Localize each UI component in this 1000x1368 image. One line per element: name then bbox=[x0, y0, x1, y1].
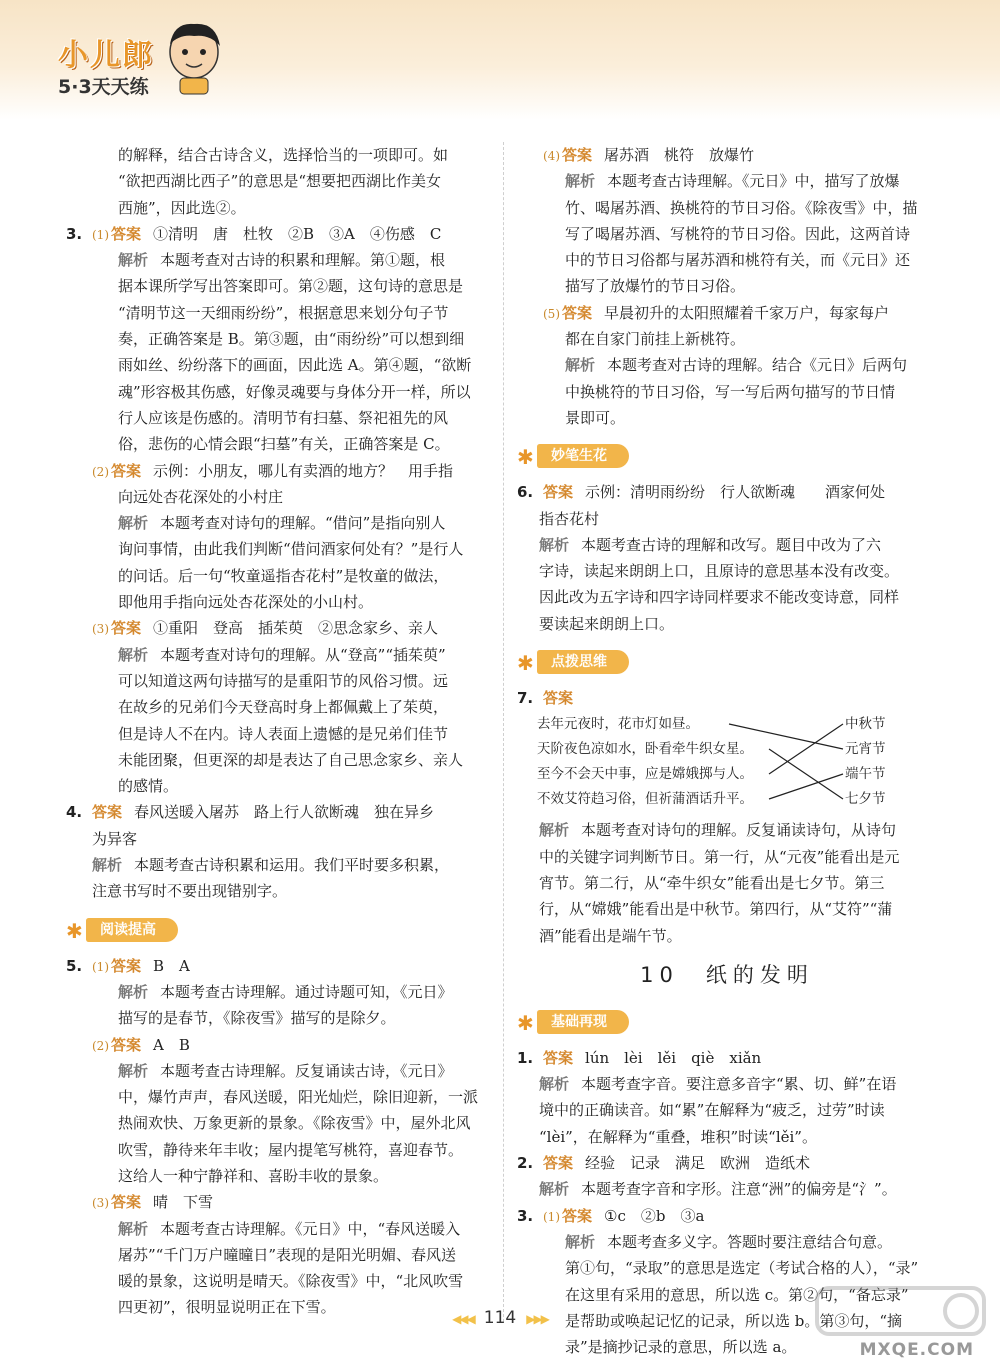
text-line: 第①句，“录取”的意思是选定（考试合格的人），“录” bbox=[565, 1259, 919, 1278]
match-left-2: 天阶夜色凉如水，卧看牵牛织女星。 bbox=[537, 741, 753, 758]
text-line: 询问事情，由此我们判断“借问酒家何处有？”是行人 bbox=[118, 540, 464, 559]
sub-number: (2) bbox=[92, 1038, 109, 1053]
lesson-name: 纸的发明 bbox=[705, 962, 814, 987]
watermark-text: MXQE.COM bbox=[859, 1340, 974, 1360]
analysis-text: 本题考查古诗理解。《元日》中，描写了放爆 bbox=[607, 172, 900, 191]
q5-number: 5. bbox=[66, 956, 83, 975]
analysis-tag: 解析 bbox=[539, 535, 570, 554]
answer-text: 经验 记录 满足 欧洲 造纸术 bbox=[585, 1154, 811, 1173]
lesson-title bbox=[517, 953, 937, 997]
q4-analysis bbox=[66, 852, 490, 878]
answer-text: 早晨初升的太阳照耀着千家万户，每家每户 bbox=[604, 303, 890, 322]
answer-tag: 答案 bbox=[543, 483, 574, 502]
q5-2-analysis bbox=[66, 1058, 490, 1084]
analysis-text: 本题考查古诗积累和运用。我们平时要多积累， bbox=[134, 856, 450, 875]
analysis-tag: 解析 bbox=[565, 356, 596, 375]
star-icon: ✱ bbox=[66, 918, 83, 943]
answer-text: ①重阳 登高 插茱萸 ②思念家乡、亲人 bbox=[153, 619, 439, 638]
q3-2-analysis bbox=[66, 510, 490, 536]
text-line: 的解释，结合古诗含义，选择恰当的一项即可。如 bbox=[118, 146, 449, 164]
text-line: 中换桃符的节日习俗，写一写后两句描写的节日情 bbox=[565, 382, 896, 401]
analysis-text: 本题考查对古诗的理解。结合《元日》后两句 bbox=[607, 356, 908, 375]
q5-1-analysis bbox=[66, 979, 490, 1005]
q6-analysis bbox=[517, 532, 937, 558]
text-line: 吹雪，静待来年丰收；屋内提笔写桃符，喜迎春节。 bbox=[118, 1140, 464, 1159]
text-line: 都在自家门前挂上新桃符。 bbox=[565, 330, 746, 349]
banner-label: 点拨思维 bbox=[537, 650, 629, 674]
analysis-tag: 解析 bbox=[118, 982, 149, 1001]
text-line: 未能团聚，但更深的却是表达了自己思念家乡、亲人 bbox=[118, 750, 464, 769]
analysis-tag: 解析 bbox=[92, 856, 123, 875]
analysis-tag: 解析 bbox=[539, 1180, 570, 1199]
section-banner-thinking bbox=[517, 647, 937, 677]
answer-text: 屠苏酒 桃符 放爆竹 bbox=[604, 146, 755, 164]
text-line: 暖的景象，这说明是晴天。《除夜雪》中，“北风吹雪 bbox=[118, 1272, 464, 1291]
text-line: 写了喝屠苏酒、写桃符的节日习俗。因此，这两首诗 bbox=[565, 224, 911, 243]
analysis-tag: 解析 bbox=[565, 172, 596, 191]
text-line: “lèi”，在解释为“重叠，堆积”时读“lěi”。 bbox=[539, 1127, 817, 1146]
answer-tag: 答案 bbox=[543, 1154, 574, 1173]
text-line: 西施”，因此选②。 bbox=[118, 198, 246, 217]
lesson-number: 10 bbox=[640, 962, 679, 987]
analysis-tag: 解析 bbox=[118, 645, 149, 664]
text-line: 是帮助或唤起记忆的记录，所以选 b。第③句，“摘 bbox=[565, 1311, 903, 1330]
text-line: 要读起来朗朗上口。 bbox=[539, 614, 675, 633]
q6-number: 6. bbox=[517, 483, 534, 502]
analysis-tag: 解析 bbox=[118, 514, 149, 533]
analysis-text: 本题考查多义字。答题时要注意结合句意。 bbox=[607, 1232, 893, 1251]
sub-number: (2) bbox=[92, 464, 109, 479]
sub-number: (4) bbox=[543, 149, 560, 163]
answer-text: lún lèi lěi qiè xiǎn bbox=[585, 1048, 762, 1067]
q7-number: 7. bbox=[517, 689, 534, 708]
analysis-text: 本题考查对诗句的理解。从“登高”“插茱萸” bbox=[160, 645, 446, 664]
text-line: 行，从“嫦娥”能看出是中秋节。第四行，从“艾符”“蒲 bbox=[539, 900, 893, 919]
banner-label: 阅读提高 bbox=[86, 918, 178, 942]
star-icon: ✱ bbox=[517, 651, 534, 676]
answer-tag: 答案 bbox=[111, 956, 142, 975]
answer-text: 示例：清明雨纷纷 行人欲断魂 酒家何处 bbox=[585, 483, 886, 502]
analysis-tag: 解析 bbox=[118, 1219, 149, 1238]
analysis-text: 本题考查对诗句的理解。“借问”是指向别人 bbox=[160, 514, 446, 533]
r2-number: 2. bbox=[517, 1154, 534, 1173]
text-line: 奏，正确答案是 B。第③题，由“雨纷纷”可以想到细 bbox=[118, 330, 465, 349]
text-line: 景即可。 bbox=[565, 408, 626, 427]
match-left-1: 去年元夜时，花市灯如昼。 bbox=[537, 716, 699, 733]
analysis-text: 本题考查对诗句的理解。反复诵读诗句，从诗句 bbox=[581, 821, 897, 840]
sub-number: (1) bbox=[92, 959, 109, 974]
match-line bbox=[769, 724, 843, 774]
r1-analysis bbox=[517, 1071, 937, 1097]
text-line: 屠苏”“千门万户曈曈日”表现的是阳光明媚、春风送 bbox=[118, 1245, 457, 1264]
answer-tag: 答案 bbox=[111, 224, 142, 243]
text-line: 即他用手指向远处杏花深处的小山村。 bbox=[118, 593, 374, 612]
analysis-tag: 解析 bbox=[565, 1232, 596, 1251]
next-arrows-icon: ▶▶▶ bbox=[526, 1312, 548, 1326]
text-line: 俗，悲伤的心情会跟“扫墓”有关，正确答案是 C。 bbox=[118, 435, 450, 454]
q7-analysis bbox=[517, 817, 937, 843]
analysis-text: 本题考查古诗理解。通过诗题可知，《元日》 bbox=[160, 982, 453, 1001]
answer-text: 晴 下雪 bbox=[153, 1193, 214, 1212]
q5-4-analysis bbox=[517, 168, 937, 194]
prev-arrows-icon: ◀◀◀ bbox=[452, 1312, 474, 1326]
q3-3-analysis bbox=[66, 642, 490, 668]
text-line: 在故乡的兄弟们今天登高时身上都佩戴上了茱萸， bbox=[118, 698, 449, 717]
answer-text: A B bbox=[153, 1035, 190, 1054]
star-icon: ✱ bbox=[517, 1010, 534, 1035]
section-banner-writing bbox=[517, 441, 937, 471]
match-right-1: 中秋节 bbox=[845, 716, 886, 733]
q3-3-answer bbox=[66, 615, 490, 641]
text-line: “欲把西湖比西子”的意思是“想要把西湖比作美女 bbox=[118, 172, 442, 191]
answer-text: 春风送暖入屠苏 路上行人欲断魂 独在异乡 bbox=[134, 803, 435, 822]
text-line: 中的节日习俗都与屠苏酒和桃符有关，而《元日》还 bbox=[565, 251, 911, 270]
analysis-text: 本题考查字音和字形。注意“洲”的偏旁是“氵”。 bbox=[581, 1180, 897, 1199]
analysis-tag: 解析 bbox=[118, 1061, 149, 1080]
sub-number: (3) bbox=[92, 622, 109, 637]
text-line: 据本课所学写出答案即可。第②题，这句诗的意思是 bbox=[118, 277, 464, 296]
text-line: 四更初”，很明显说明正在下雪。 bbox=[118, 1298, 336, 1317]
answer-tag: 答案 bbox=[562, 303, 593, 322]
sub-number: (3) bbox=[92, 1196, 109, 1211]
text-line: 指杏花村 bbox=[539, 509, 600, 528]
r2-analysis bbox=[517, 1176, 937, 1202]
answer-text: B A bbox=[153, 956, 190, 975]
left-column bbox=[66, 142, 490, 1321]
text-line: 描写了放爆竹的节日习俗。 bbox=[565, 277, 746, 296]
sub-number: (5) bbox=[543, 306, 560, 321]
right-column bbox=[517, 142, 937, 1360]
r3-answer bbox=[517, 1203, 937, 1229]
text-line: 中的关键字词判断节日。第一行，从“元夜”能看出是元 bbox=[539, 847, 900, 866]
q4-number: 4. bbox=[66, 803, 83, 822]
match-line bbox=[769, 774, 843, 799]
section-banner-reading bbox=[66, 915, 490, 945]
match-left-3: 至今不会天中事，应是嫦娥掷与人。 bbox=[537, 766, 753, 783]
text-line: “清明节这一天细雨纷纷”，根据意思来划分句子节 bbox=[118, 303, 449, 322]
q3-1-analysis bbox=[66, 247, 490, 273]
answer-tag: 答案 bbox=[111, 619, 142, 638]
text-line: 字诗，读起来朗朗上口，且原诗的意思基本没有改变。 bbox=[539, 562, 900, 581]
q3-1-answer bbox=[66, 221, 490, 247]
q5-3-answer bbox=[66, 1189, 490, 1215]
answer-tag: 答案 bbox=[543, 1048, 574, 1067]
answer-tag: 答案 bbox=[111, 1193, 142, 1212]
text-line: 这给人一种宁静祥和、喜盼丰收的景象。 bbox=[118, 1166, 389, 1185]
text-line: 行人应该是伤感的。清明节有扫墓、祭祀祖先的风 bbox=[118, 408, 449, 427]
answer-tag: 答案 bbox=[543, 689, 574, 708]
banner-label: 妙笔生花 bbox=[537, 444, 629, 468]
text-line: 可以知道这两句诗描写的是重阳节的风俗习惯。远 bbox=[118, 671, 449, 690]
answer-tag: 答案 bbox=[562, 1206, 593, 1225]
star-icon: ✱ bbox=[517, 445, 534, 470]
text-line: 在这里有采用的意思，所以选 c。第②句，“备忘录” bbox=[565, 1285, 909, 1304]
text-line: 宵节。第二行，从“牵牛织女”能看出是七夕节。第三 bbox=[539, 873, 885, 892]
analysis-tag: 解析 bbox=[539, 821, 570, 840]
text-line: 向远处杏花深处的小村庄 bbox=[118, 487, 284, 506]
text-line: 雨如丝、纷纷落下的画面，因此选 A。第④题，“欲断 bbox=[118, 356, 472, 375]
analysis-text: 本题考查对古诗的积累和理解。第①题，根 bbox=[160, 251, 446, 270]
q5-3-analysis bbox=[66, 1216, 490, 1242]
text-line: 的问话。后一句“牧童遥指杏花村”是牧童的做法， bbox=[118, 566, 449, 585]
analysis-tag: 解析 bbox=[539, 1075, 570, 1094]
sub-number: (1) bbox=[543, 1209, 560, 1224]
analysis-text: 本题考查古诗理解。反复诵读古诗，《元日》 bbox=[160, 1061, 453, 1080]
text-line: 的感情。 bbox=[118, 777, 179, 796]
brand-subtitle: 5·3天天练 bbox=[58, 76, 149, 98]
answer-text: ①c ②b ③a bbox=[604, 1206, 705, 1225]
mascot-icon bbox=[160, 18, 228, 96]
column-divider bbox=[503, 142, 504, 1322]
answer-tag: 答案 bbox=[92, 803, 123, 822]
r3-analysis bbox=[517, 1229, 937, 1255]
q7-answer bbox=[517, 685, 937, 711]
page-number: 114 bbox=[483, 1308, 517, 1328]
text-line: 中，爆竹声声，春风送暖，阳光灿烂，除旧迎新，一派 bbox=[118, 1088, 479, 1107]
q5-2-answer bbox=[66, 1032, 490, 1058]
q5-5-answer bbox=[517, 300, 937, 326]
q5-4-answer bbox=[517, 142, 937, 168]
answer-tag: 答案 bbox=[562, 146, 593, 164]
q5-5-analysis bbox=[517, 352, 937, 378]
brand-logo: 小儿郎 bbox=[58, 38, 154, 73]
answer-text: 示例：小朋友，哪儿有卖酒的地方？ 用手指 bbox=[153, 461, 454, 480]
matching-diagram bbox=[537, 711, 937, 817]
section-banner-basics bbox=[517, 1007, 937, 1037]
sub-number: (1) bbox=[92, 227, 109, 242]
q3-2-answer bbox=[66, 458, 490, 484]
text-line: 注意书写时不要出现错别字。 bbox=[92, 882, 288, 901]
match-left-4: 不效艾符趋习俗，但祈蒲酒话升平。 bbox=[537, 791, 753, 808]
match-right-4: 七夕节 bbox=[845, 791, 886, 808]
text-line: 因此改为五字诗和四字诗同样要求不能改变诗意，同样 bbox=[539, 588, 900, 607]
r1-answer bbox=[517, 1045, 937, 1071]
answer-text: ①清明 唐 杜牧 ②B ③A ④伤感 C bbox=[153, 224, 442, 243]
answer-tag: 答案 bbox=[111, 1035, 142, 1054]
q5-1-answer bbox=[66, 953, 490, 979]
r2-answer bbox=[517, 1150, 937, 1176]
text-line: 描写的是春节，《除夜雪》描写的是除夕。 bbox=[118, 1009, 396, 1028]
match-line bbox=[729, 724, 843, 749]
match-right-3: 端午节 bbox=[845, 766, 886, 783]
text-line: 酒”能看出是端午节。 bbox=[539, 926, 682, 945]
text-line: 热闹欢快、万象更新的景象。《除夜雪》中，屋外北风 bbox=[118, 1114, 471, 1133]
analysis-text: 本题考查古诗的理解和改写。题目中改为了六 bbox=[581, 535, 882, 554]
text-line: 竹、喝屠苏酒、换桃符的节日习俗。《除夜雪》中，描 bbox=[565, 198, 918, 217]
analysis-text: 本题考查古诗理解。《元日》中，“春风送暖入 bbox=[160, 1219, 461, 1238]
q4-answer bbox=[66, 799, 490, 825]
text-line: 魂”形容极其伤感，好像灵魂要与身体分开一样，所以 bbox=[118, 382, 471, 401]
r1-number: 1. bbox=[517, 1048, 534, 1067]
match-right-2: 元宵节 bbox=[845, 741, 886, 758]
text-line: 录”是摘抄记录的意思，所以选 a。 bbox=[565, 1338, 797, 1357]
analysis-tag: 解析 bbox=[118, 251, 149, 270]
text-line: 为异客 bbox=[92, 829, 138, 848]
text-line: 境中的正确读音。如“累”在解释为“疲乏，过劳”时读 bbox=[539, 1101, 885, 1120]
q6-answer bbox=[517, 479, 937, 505]
match-lines bbox=[537, 711, 857, 817]
q3-number: 3. bbox=[66, 224, 83, 243]
banner-label: 基础再现 bbox=[537, 1010, 629, 1034]
answer-tag: 答案 bbox=[111, 461, 142, 480]
analysis-text: 本题考查字音。要注意多音字“累、切、鲜”在语 bbox=[581, 1075, 897, 1094]
match-line bbox=[769, 749, 843, 799]
text-line: 但是诗人不在内。诗人表面上遗憾的是兄弟们佳节 bbox=[118, 724, 449, 743]
r3-number: 3. bbox=[517, 1206, 534, 1225]
